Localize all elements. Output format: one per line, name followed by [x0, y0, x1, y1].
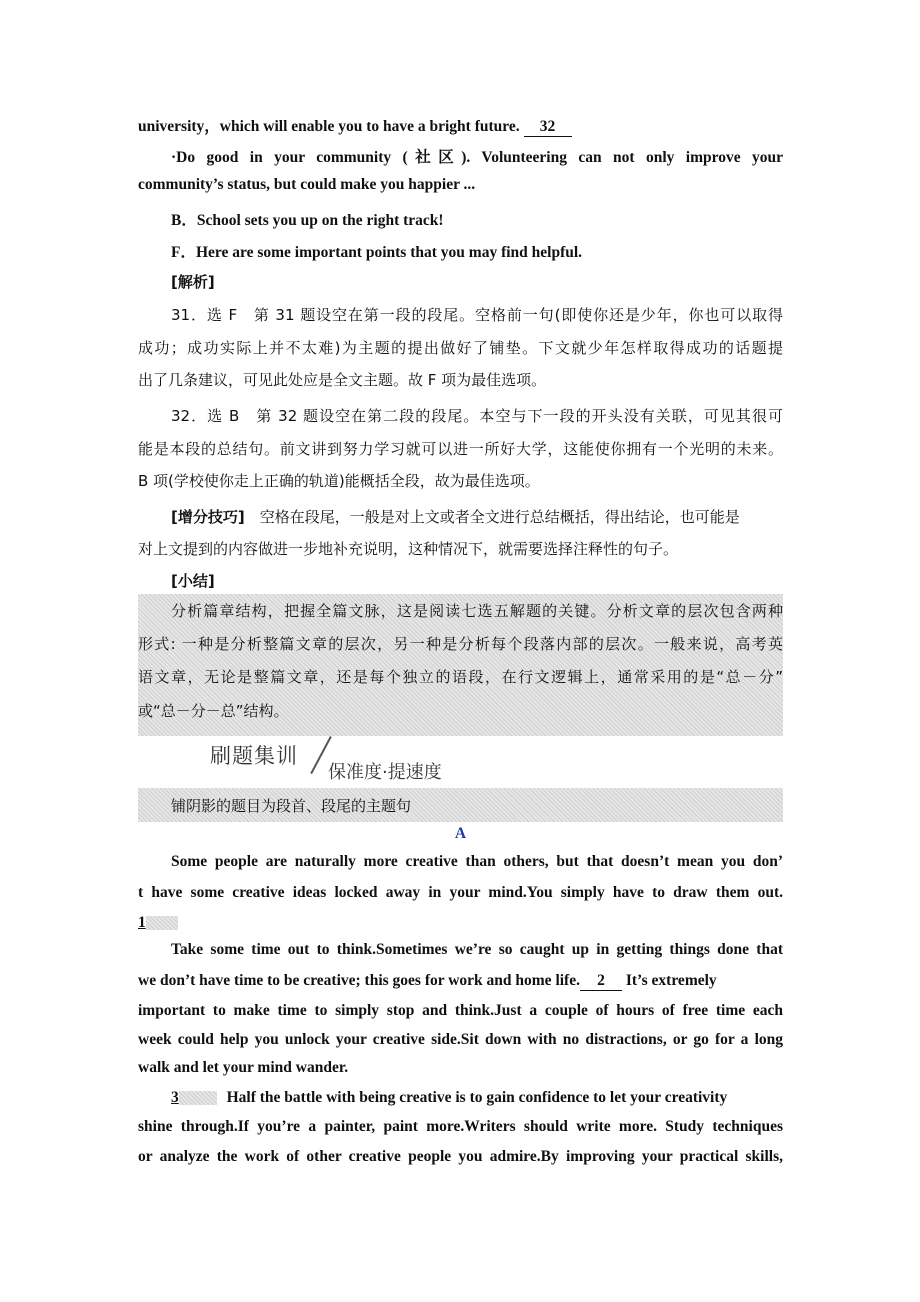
blank-1-shade	[146, 916, 178, 930]
passage-line	[138, 114, 783, 137]
option-b: B．School sets you up on the right track!	[171, 212, 444, 229]
blank-3-shade	[179, 1091, 217, 1105]
passage-line	[138, 972, 783, 991]
section-label: A	[454, 825, 467, 842]
passage-line: important to make time to simply stop and think.Just a couple of hours of free time each	[138, 1002, 783, 1019]
passage-line: ·Do good in your community (社区). Volunteering can not only improve your	[171, 149, 783, 166]
tip-line: 对上文提到的内容做进一步地补充说明，这种情况下，就需要选择注释性的句子。	[138, 540, 679, 558]
summary-heading: [小结]	[171, 572, 215, 590]
banner-right-text: 保准度·提速度	[328, 762, 442, 783]
analysis-line: 32．选 B 第 32 题设空在第二段的段尾。本空与下一段的开头没有关联，可见其很可	[171, 407, 783, 425]
blank-line	[138, 914, 783, 932]
passage-line: Take some time out to think.Sometimes we’re so caught up in getting things done that	[171, 941, 783, 958]
summary-line: 语文章，无论是整篇文章，还是每个独立的语段，在行文逻辑上，通常采用的是“总－分”	[138, 668, 783, 686]
passage-text: we don’t have time to be creative; this goes for work and home life.	[138, 972, 580, 989]
passage-line: walk and let your mind wander.	[138, 1059, 349, 1076]
passage-text: It’s extremely	[621, 972, 717, 989]
blank-2: 2	[580, 972, 622, 991]
passage-line: shine through.If you’re a painter, paint more.Writers should write more. Study techniques	[138, 1118, 783, 1135]
practice-banner	[210, 734, 480, 783]
tip-line	[138, 506, 783, 527]
banner-left-text: 刷题集训	[210, 744, 298, 768]
summary-line: 分析篇章结构，把握全篇文脉，这是阅读七选五解题的关键。分析文章的层次包含两种	[171, 602, 783, 620]
passage-line: Some people are naturally more creative than others, but that doesn’t mean you don’	[171, 853, 783, 870]
option-f: F．Here are some important points that you may find helpful.	[171, 244, 583, 261]
blank-3: 3	[171, 1089, 179, 1106]
passage-line: t have some creative ideas locked away in your mind.You simply have to draw them out.	[138, 884, 783, 901]
passage-line: or analyze the work of other creative people you admire.By improving your practical skills,	[138, 1148, 783, 1165]
passage-line: week could help you unlock your creative side.Sit down with no distractions, or go for a long	[138, 1031, 783, 1048]
practice-note: 铺阴影的题目为段首、段尾的主题句	[171, 797, 412, 815]
summary-line: 形式: 一种是分析整篇文章的层次，另一种是分析每个段落内部的层次。一般来说，高考英	[138, 635, 783, 653]
passage-text: Half the battle with being creative is to gain confidence to let your creativity	[226, 1089, 728, 1106]
analysis-heading: [解析]	[171, 273, 215, 291]
tip-text: 空格在段尾，一般是对上文或者全文进行总结概括，得出结论，也可能是	[244, 508, 740, 526]
passage-line	[138, 1089, 783, 1107]
analysis-line: 31．选 F 第 31 题设空在第一段的段尾。空格前一句(即使你还是少年，你也可以取得	[171, 306, 783, 324]
passage-text: university，which will enable you to have a bright future.	[138, 118, 520, 135]
blank-32: 32	[524, 118, 572, 137]
passage-line: community’s status, but could make you happier ...	[138, 176, 476, 193]
analysis-line: 出了几条建议，可见此处应是全文主题。故 F 项为最佳选项。	[138, 371, 547, 389]
analysis-line: B 项(学校使你走上正确的轨道)能概括全段，故为最佳选项。	[138, 472, 540, 490]
analysis-line: 能是本段的总结句。前文讲到努力学习就可以进一所好大学，这能使你拥有一个光明的未来。	[138, 440, 783, 458]
blank-1: 1	[138, 914, 146, 931]
analysis-line: 成功；成功实际上并不太难)为主题的提出做好了铺垫。下文就少年怎样取得成功的话题提	[138, 339, 783, 357]
tip-label: [增分技巧]	[171, 508, 245, 526]
summary-line: 或“总－分－总”结构。	[138, 702, 289, 720]
